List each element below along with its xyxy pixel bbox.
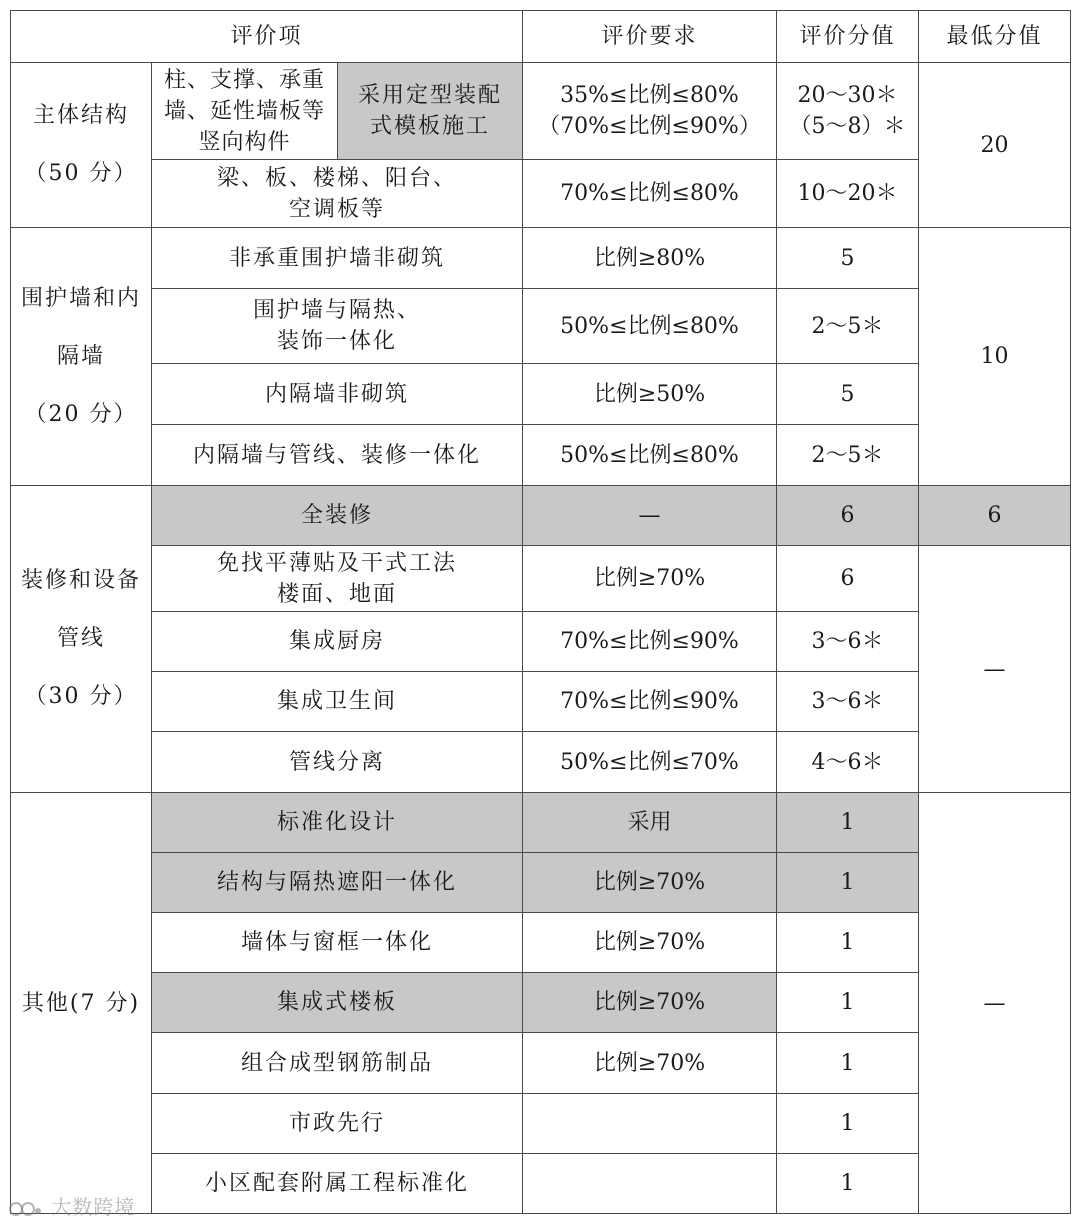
score-cell: 4～6＊ [777, 732, 919, 793]
item-cell: 免找平薄贴及干式工法 楼面、地面 [152, 546, 523, 612]
score-cell: 3～6＊ [777, 672, 919, 732]
min-score-walls: 10 [919, 228, 1071, 486]
item-cell: 组合成型钢筋制品 [152, 1033, 523, 1094]
requirement-cell: 70%≤比例≤90% [523, 612, 777, 672]
requirement-cell: 50%≤比例≤70% [523, 732, 777, 793]
requirement-cell: 比例≥50% [523, 364, 777, 425]
score-cell: 1 [777, 1094, 919, 1154]
table-row [11, 364, 1071, 425]
table-row [11, 612, 1071, 672]
header-row [11, 11, 1071, 63]
score-cell: 20～30＊ （5～8）＊ [777, 63, 919, 160]
item-full-decoration: 全装修 [152, 486, 523, 546]
category-other: 其他(7 分) [11, 793, 152, 1214]
requirement-cell: 比例≥70% [523, 1033, 777, 1094]
requirement-cell: 70%≤比例≤80% [523, 160, 777, 228]
requirement-cell: 70%≤比例≤90% [523, 672, 777, 732]
requirement-cell: — [523, 486, 777, 546]
item-cell: 墙体与窗框一体化 [152, 913, 523, 973]
table-row [11, 672, 1071, 732]
table-row [11, 1033, 1071, 1094]
table-row [11, 732, 1071, 793]
table-row [11, 425, 1071, 486]
item-cell: 围护墙与隔热、 装饰一体化 [152, 289, 523, 364]
watermark-text: 大数跨境 [51, 1195, 136, 1219]
table-row [11, 1154, 1071, 1214]
table-row [11, 228, 1071, 289]
requirement-cell: 比例≥70% [523, 853, 777, 913]
evaluation-table [10, 10, 1071, 1214]
table-row [11, 793, 1071, 853]
requirement-cell: 比例≥70% [523, 913, 777, 973]
score-cell: 10～20＊ [777, 160, 919, 228]
table-row [11, 63, 1071, 160]
table-row [11, 853, 1071, 913]
item-cell: 小区配套附属工程标准化 [152, 1154, 523, 1214]
item-cell: 市政先行 [152, 1094, 523, 1154]
category-walls: 围护墙和内 隔墙 （20 分） [11, 228, 152, 486]
min-score-decoration: — [919, 546, 1071, 793]
requirement-cell: 比例≥80% [523, 228, 777, 289]
score-cell: 2～5＊ [777, 425, 919, 486]
score-cell: 6 [777, 546, 919, 612]
min-score-full-decoration: 6 [919, 486, 1071, 546]
watermark-logo-icon [8, 1200, 44, 1218]
item-cell: 集成式楼板 [152, 973, 523, 1033]
item-cell: 标准化设计 [152, 793, 523, 853]
table-row [11, 546, 1071, 612]
requirement-cell: 35%≤比例≤80% （70%≤比例≤90%） [523, 63, 777, 160]
watermark [8, 1191, 135, 1220]
score-cell: 3～6＊ [777, 612, 919, 672]
min-score-other: — [919, 793, 1071, 1214]
requirement-cell: 50%≤比例≤80% [523, 425, 777, 486]
item-cell: 内隔墙与管线、装修一体化 [152, 425, 523, 486]
requirement-cell: 50%≤比例≤80% [523, 289, 777, 364]
header-item: 评价项 [11, 11, 523, 63]
requirement-cell: 比例≥70% [523, 546, 777, 612]
item-cell: 集成卫生间 [152, 672, 523, 732]
item-cell: 结构与隔热遮阳一体化 [152, 853, 523, 913]
item-beams-slabs: 梁、板、楼梯、阳台、 空调板等 [152, 160, 523, 228]
item-cell: 管线分离 [152, 732, 523, 793]
score-cell: 5 [777, 228, 919, 289]
item-cell: 内隔墙非砌筑 [152, 364, 523, 425]
table-row [11, 160, 1071, 228]
header-score: 评价分值 [777, 11, 919, 63]
score-cell: 1 [777, 973, 919, 1033]
category-structure: 主体结构 （50 分） [11, 63, 152, 228]
score-cell: 6 [777, 486, 919, 546]
category-decoration: 装修和设备 管线 （30 分） [11, 486, 152, 793]
header-min-score: 最低分值 [919, 11, 1071, 63]
requirement-cell [523, 1094, 777, 1154]
score-cell: 1 [777, 1154, 919, 1214]
score-cell: 5 [777, 364, 919, 425]
requirement-cell [523, 1154, 777, 1214]
item-vertical-members: 柱、支撑、承重 墙、延性墙板等 竖向构件 [152, 63, 338, 160]
header-requirement: 评价要求 [523, 11, 777, 63]
score-cell: 1 [777, 913, 919, 973]
score-cell: 1 [777, 793, 919, 853]
score-cell: 1 [777, 1033, 919, 1094]
item-cell: 非承重围护墙非砌筑 [152, 228, 523, 289]
table-row [11, 486, 1071, 546]
table-row [11, 973, 1071, 1033]
score-cell: 1 [777, 853, 919, 913]
table-row [11, 289, 1071, 364]
table-row [11, 1094, 1071, 1154]
requirement-cell: 采用 [523, 793, 777, 853]
table-row [11, 913, 1071, 973]
item-formwork: 采用定型装配 式模板施工 [338, 63, 523, 160]
score-cell: 2～5＊ [777, 289, 919, 364]
requirement-cell: 比例≥70% [523, 973, 777, 1033]
min-score-structure: 20 [919, 63, 1071, 228]
item-cell: 集成厨房 [152, 612, 523, 672]
